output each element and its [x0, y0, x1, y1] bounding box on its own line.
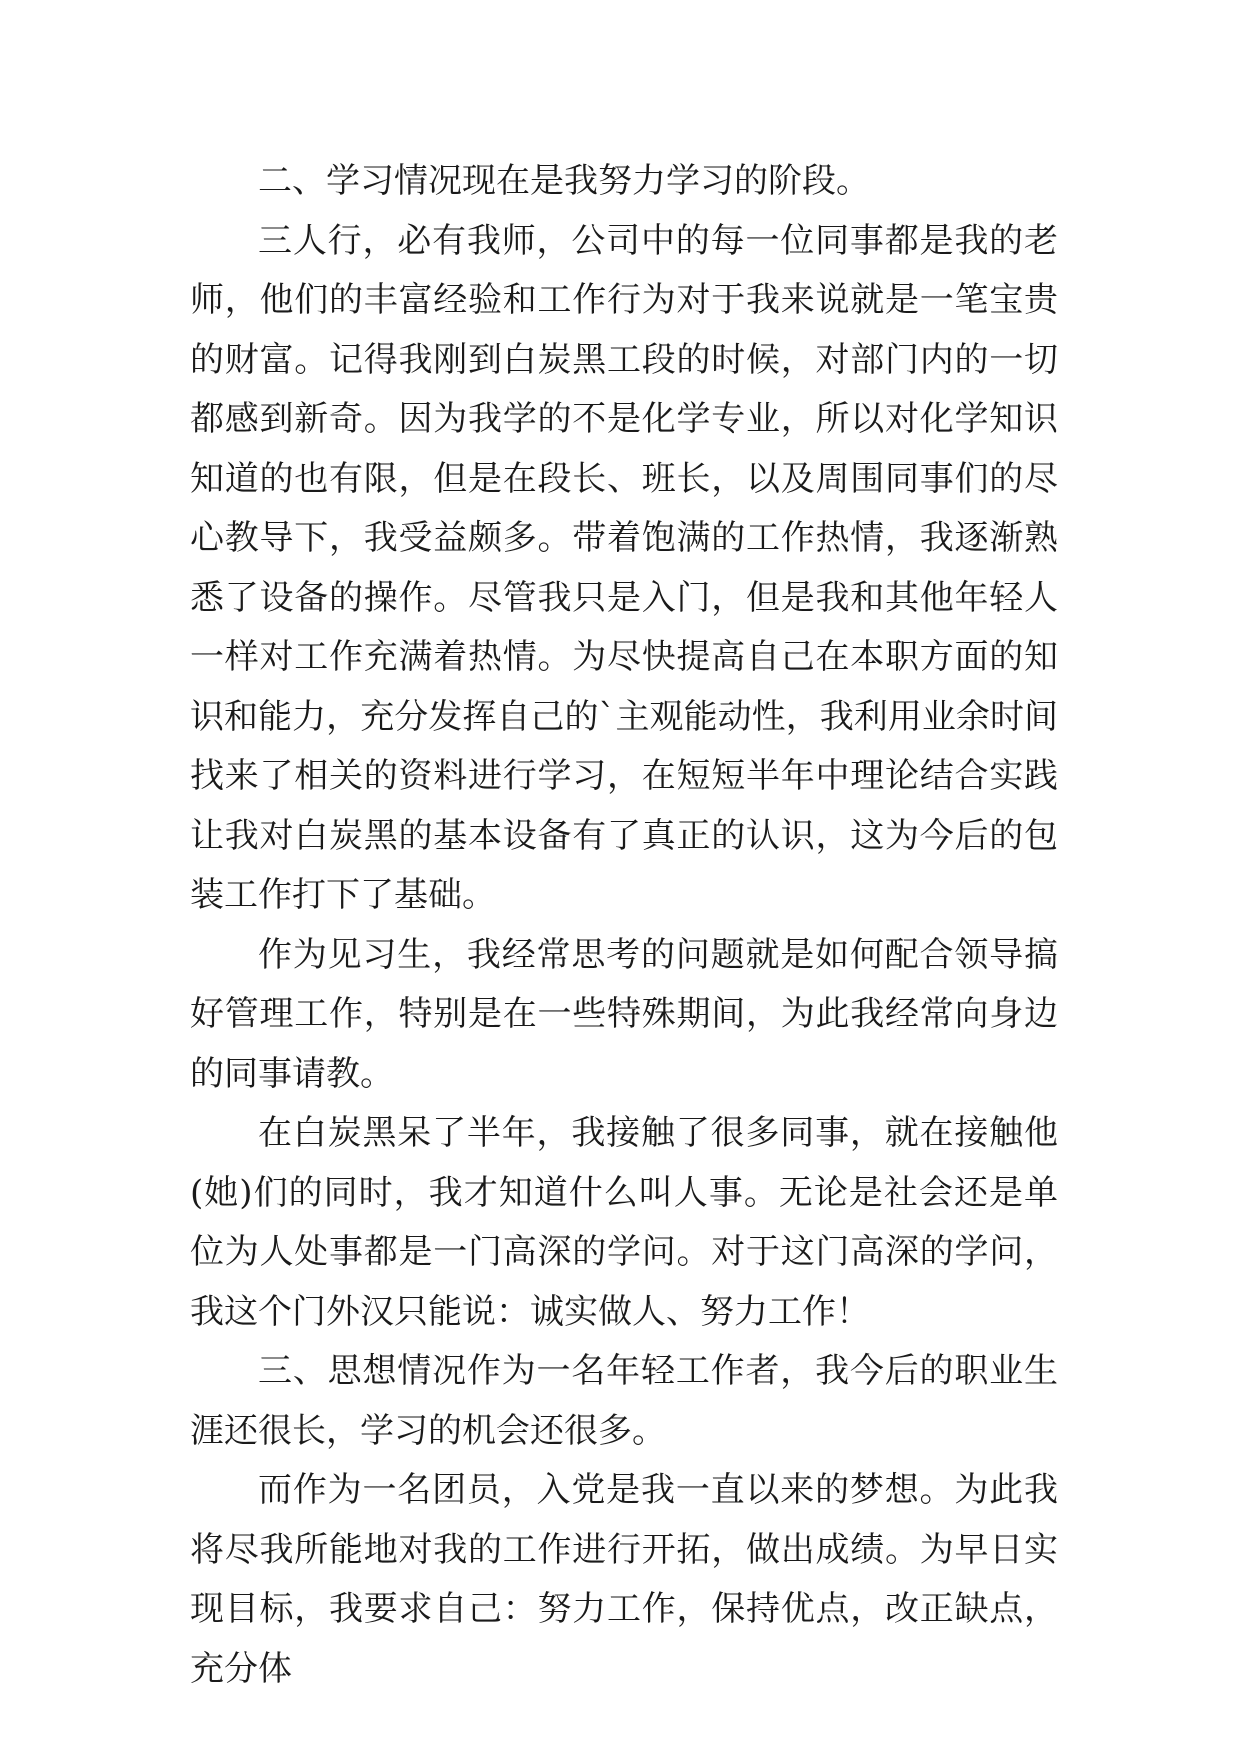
paragraph-thought-heading: 三、思想情况作为一名年轻工作者，我今后的职业生涯还很长，学习的机会还很多。 — [190, 1351, 1058, 1451]
paragraph-trainee-reflection: 作为见习生，我经常思考的问题就是如何配合领导搞好管理工作，特别是在一些特殊期间，为此我经常向身边的同事请教。 — [190, 934, 1058, 1094]
document-body — [190, 152, 1058, 1699]
paragraph-human-relations: 在白炭黑呆了半年，我接触了很多同事，就在接触他(她)们的同时，我才知道什么叫人事。无论是社会还是单位为人处事都是一门高深的学问。对于这门高深的学问，我这个门外汉只能说：诚实做人、努力工作！ — [190, 1113, 1058, 1332]
paragraph-party-goal: 而作为一名团员，入党是我一直以来的梦想。为此我将尽我所能地对我的工作进行开拓，做出成绩。为早日实现目标，我要求自己：努力工作，保持优点，改正缺点，充分体 — [190, 1470, 1058, 1689]
paragraph-study-heading: 二、学习情况现在是我努力学习的阶段。 — [258, 161, 870, 201]
paragraph-learning-from-colleagues: 三人行，必有我师，公司中的每一位同事都是我的老师，他们的丰富经验和工作行为对于我来说就是一笔宝贵的财富。记得我刚到白炭黑工段的时候，对部门内的一切都感到新奇。因为我学的不是化学专业，所以对化学知识知道的也有限，但是在段长、班长，以及周围同事们的尽心教导下，我受益颇多。带着饱满的工作热情，我逐渐熟悉了设备的操作。尽管我只是入门，但是我和其他年轻人一样对工作充满着热情。为尽快提高自己在本职方面的知识和能力，充分发挥自己的`主观能动性，我利用业余时间找来了相关的资料进行学习，在短短半年中理论结合实践让我对白炭黑的基本设备有了真正的认识，这为今后的包装工作打下了基础。 — [190, 220, 1058, 915]
